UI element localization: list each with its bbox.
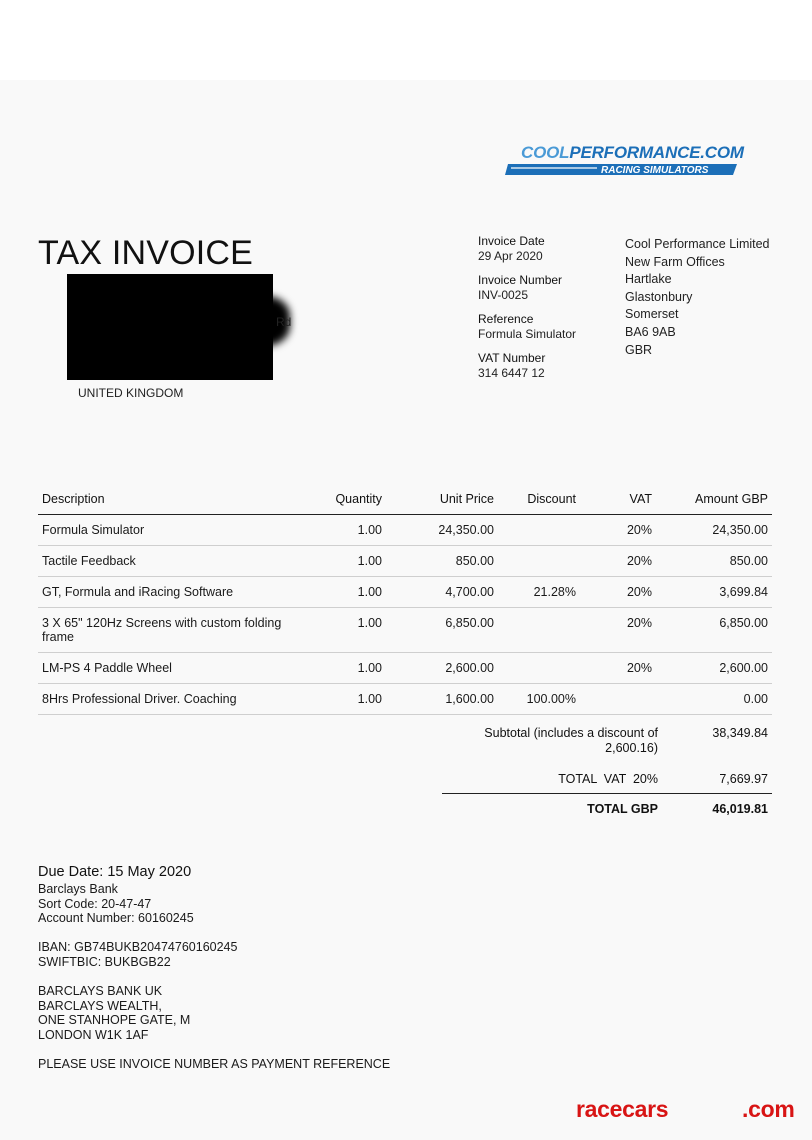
header-vat: VAT: [580, 486, 656, 515]
company-line: BA6 9AB: [625, 324, 676, 339]
invoice-date-label: Invoice Date: [478, 234, 545, 248]
cell-discount: 21.28%: [498, 577, 580, 608]
payment-line: PLEASE USE INVOICE NUMBER AS PAYMENT REFERENCE: [38, 1057, 391, 1072]
cell-unit-price: 6,850.00: [386, 608, 498, 653]
table-header-row: [38, 486, 772, 515]
cell-unit-price: 1,600.00: [386, 684, 498, 715]
reference-label: Reference: [478, 312, 534, 326]
address-country: UNITED KINGDOM: [78, 386, 184, 400]
payment-line: Account Number: 60160245: [38, 911, 194, 926]
vat-total-row: [442, 772, 772, 792]
cell-unit-price: 850.00: [386, 546, 498, 577]
cell-description: LM-PS 4 Paddle Wheel: [38, 653, 308, 684]
cell-quantity: 1.00: [308, 577, 386, 608]
cell-description: 8Hrs Professional Driver. Coaching: [38, 684, 308, 715]
header-amount: Amount GBP: [656, 486, 772, 515]
grand-total-value: 46,019.81: [712, 802, 768, 816]
cell-discount: 100.00%: [498, 684, 580, 715]
grand-total-row: [442, 802, 772, 822]
redacted-address: [67, 274, 273, 380]
vat-total-label: TOTAL VAT 20%: [558, 772, 658, 786]
cell-unit-price: 4,700.00: [386, 577, 498, 608]
cell-amount: 6,850.00: [656, 608, 772, 653]
payment-spacer: [38, 926, 390, 941]
vat-number-value: 314 6447 12: [478, 366, 545, 380]
header-quantity: Quantity: [308, 486, 386, 515]
company-line: Glastonbury: [625, 289, 693, 304]
table-row: [38, 653, 772, 684]
cell-discount: [498, 653, 580, 684]
address-fragment: Rd: [276, 315, 292, 329]
line-items-table: [38, 486, 772, 715]
table-row: [38, 608, 772, 653]
company-line: Hartlake: [625, 272, 672, 287]
grand-total-label: TOTAL GBP: [587, 802, 658, 816]
invoice-number-value: INV-0025: [478, 288, 529, 302]
svg-text:COOLPERFORMANCE.COM: [521, 143, 745, 162]
subtotal-row: [442, 726, 772, 766]
racecars-watermark: [576, 1096, 795, 1123]
cell-description: Tactile Feedback: [38, 546, 308, 577]
table-row: [38, 515, 772, 546]
payment-line: BARCLAYS WEALTH,: [38, 998, 162, 1013]
table-row: [38, 546, 772, 577]
reference-value: Formula Simulator: [478, 327, 577, 341]
cell-quantity: 1.00: [308, 684, 386, 715]
company-logo: [505, 140, 745, 184]
payment-line: LONDON W1K 1AF: [38, 1027, 149, 1042]
cell-amount: 0.00: [656, 684, 772, 715]
invoice-date-value: 29 Apr 2020: [478, 249, 543, 263]
cell-amount: 850.00: [656, 546, 772, 577]
company-line: New Farm Offices: [625, 254, 725, 269]
cell-discount: [498, 546, 580, 577]
logo-cool: COOL: [521, 143, 570, 162]
cell-quantity: 1.00: [308, 546, 386, 577]
document-title: TAX INVOICE: [38, 234, 254, 272]
watermark-right: .com: [742, 1096, 795, 1122]
cell-quantity: 1.00: [308, 515, 386, 546]
logo-performance: PERFORMANCE.COM: [569, 143, 744, 162]
payment-spacer: [38, 970, 390, 985]
cell-description: 3 X 65" 120Hz Screens with custom folding frame: [38, 608, 308, 653]
cell-description: GT, Formula and iRacing Software: [38, 577, 308, 608]
cell-vat: 20%: [580, 546, 656, 577]
subtotal-label: Subtotal (includes a discount of 2,600.16): [484, 726, 658, 755]
cell-discount: [498, 515, 580, 546]
payment-spacer: [38, 1043, 390, 1058]
payment-line: Sort Code: 20-47-47: [38, 896, 152, 911]
cell-vat: 20%: [580, 515, 656, 546]
cell-vat: [580, 684, 656, 715]
cell-quantity: 1.00: [308, 653, 386, 684]
payment-line: SWIFTBIC: BUKBGB22: [38, 954, 171, 969]
totals-divider: [442, 793, 772, 794]
cell-quantity: 1.00: [308, 608, 386, 653]
cell-vat: 20%: [580, 608, 656, 653]
cell-vat: 20%: [580, 577, 656, 608]
cell-unit-price: 2,600.00: [386, 653, 498, 684]
cell-unit-price: 24,350.00: [386, 515, 498, 546]
cell-amount: 24,350.00: [656, 515, 772, 546]
logo-tagline: RACING SIMULATORS: [601, 165, 709, 176]
company-line: Somerset: [625, 307, 679, 322]
payment-line: BARCLAYS BANK UK: [38, 984, 163, 999]
payment-line: ONE STANHOPE GATE, M: [38, 1013, 191, 1028]
cell-amount: 3,699.84: [656, 577, 772, 608]
vat-total-value: 7,669.97: [719, 772, 768, 786]
invoice-meta: [478, 234, 576, 390]
due-date: Due Date: 15 May 2020: [38, 864, 192, 880]
cell-description: Formula Simulator: [38, 515, 308, 546]
subtotal-value: 38,349.84: [712, 726, 768, 740]
page-top-margin: [0, 0, 812, 80]
table-row: [38, 684, 772, 715]
cell-amount: 2,600.00: [656, 653, 772, 684]
payment-line: IBAN: GB74BUKB20474760160245: [38, 940, 238, 955]
header-unit-price: Unit Price: [386, 486, 498, 515]
table-row: [38, 577, 772, 608]
company-line: Cool Performance Limited: [625, 237, 770, 251]
header-description: Description: [38, 486, 308, 515]
payment-line: Barclays Bank: [38, 882, 118, 896]
company-address: [625, 236, 770, 359]
vat-number-label: VAT Number: [478, 351, 546, 365]
company-line: GBR: [625, 342, 653, 357]
payment-details: [38, 882, 390, 1072]
header-discount: Discount: [498, 486, 580, 515]
invoice-number-label: Invoice Number: [478, 273, 563, 287]
cell-discount: [498, 608, 580, 653]
watermark-left: racecars: [576, 1096, 669, 1122]
cell-vat: 20%: [580, 653, 656, 684]
